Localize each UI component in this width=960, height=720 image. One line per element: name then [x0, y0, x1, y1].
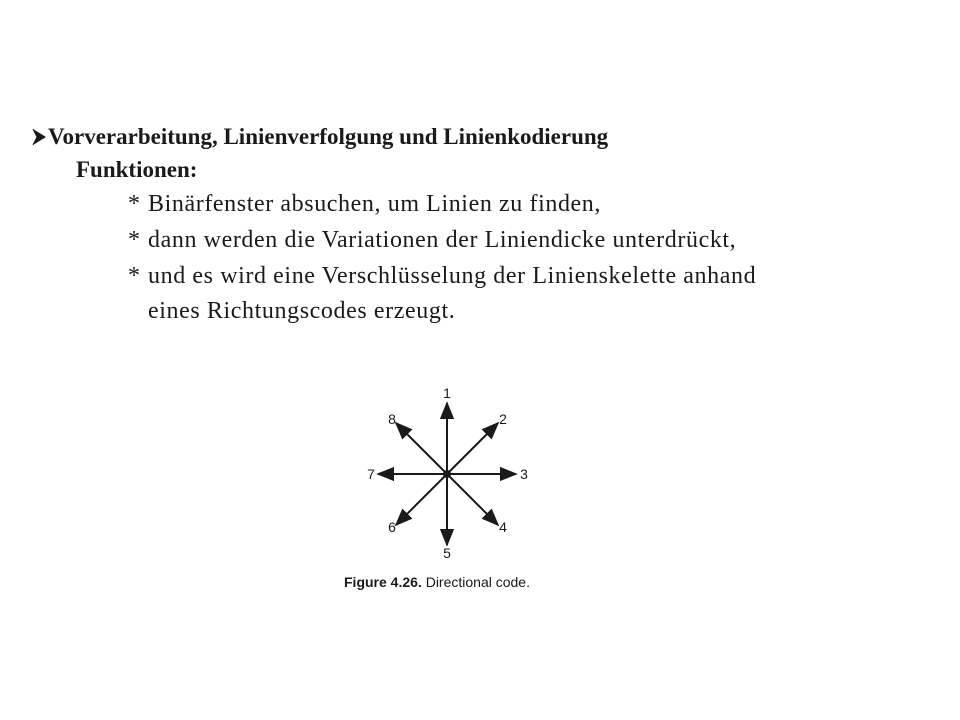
direction-label-8: 8: [388, 411, 396, 427]
asterisk-marker: *: [128, 263, 141, 289]
center-dot: [443, 470, 451, 478]
direction-label-7: 7: [367, 466, 375, 482]
list-item: [128, 191, 601, 218]
list-item-text: und es wird eine Verschlüsselung der Linienskelette anhand: [148, 263, 757, 289]
arrow-bullet-icon: [32, 127, 48, 147]
arrow-4: [447, 474, 498, 525]
caption-text: Directional code.: [425, 574, 530, 590]
directional-code-diagram: [340, 378, 570, 603]
direction-label-6: 6: [388, 519, 396, 535]
direction-label-2: 2: [499, 411, 507, 427]
heading-text: Vorverarbeitung, Linienverfolgung und Linienkodierung: [48, 124, 609, 149]
list-item: [128, 227, 736, 254]
direction-label-5: 5: [443, 545, 451, 561]
arrow-8: [396, 423, 447, 474]
arrow-6: [396, 474, 447, 525]
asterisk-marker: *: [128, 227, 141, 253]
slide-heading: [32, 124, 608, 150]
asterisk-marker: *: [128, 191, 141, 217]
direction-label-4: 4: [499, 519, 507, 535]
direction-label-3: 3: [520, 466, 528, 482]
direction-label-1: 1: [443, 385, 451, 401]
list-item-text: dann werden die Variationen der Liniendicke unterdrückt,: [148, 227, 737, 253]
list-item: [128, 263, 756, 290]
arrow-2: [447, 423, 498, 474]
caption-label: Figure 4.26.: [344, 574, 422, 590]
subheading-funktionen: Funktionen:: [76, 157, 198, 182]
list-item-continuation: eines Richtungscodes erzeugt.: [148, 298, 456, 324]
figure-caption: [344, 574, 530, 590]
list-item-text: Binärfenster absuchen, um Linien zu finden,: [148, 191, 601, 217]
